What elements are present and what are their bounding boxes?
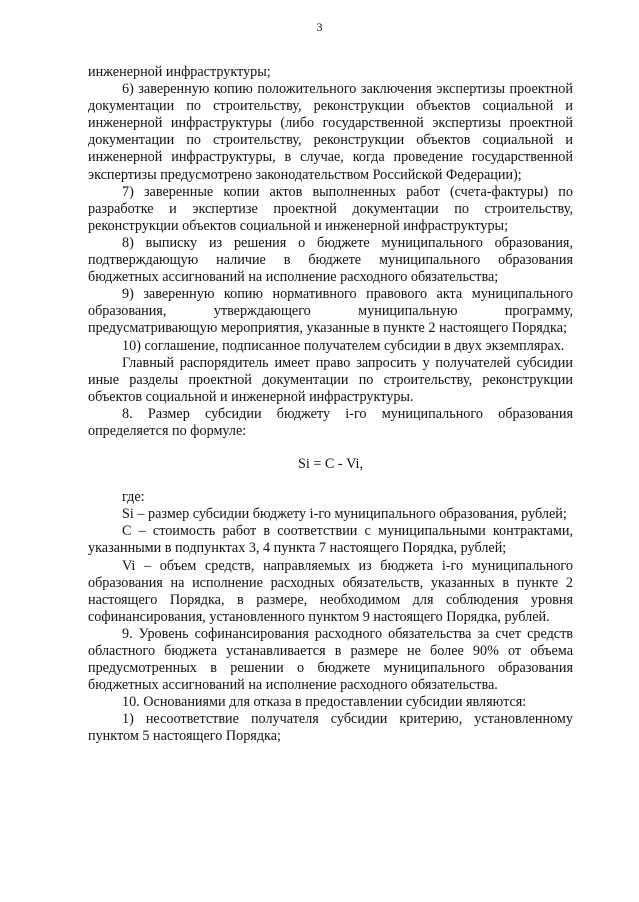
page-number: 3 xyxy=(316,20,323,34)
paragraph: 1) несоответствие получателя субсидии критерию, установленному пунктом 5 настоящего Порядка; xyxy=(88,711,573,745)
paragraph: 9. Уровень софинансирования расходного обязательства за счет средств областного бюджета устанавливается в размере не более 90% от объема предусмотренных в решении о бюджете муниципального образования бюджетных ассигнований на исполнение расходного обязательства. xyxy=(88,625,573,694)
paragraph: Si – размер субсидии бюджету i-го муниципального образования, рублей; xyxy=(122,506,567,523)
paragraph: где: xyxy=(122,489,145,506)
paragraph: 8. Размер субсидии бюджету i-го муниципального образования определяется по формуле: xyxy=(88,405,573,439)
paragraph: 8) выписку из решения о бюджете муниципального образования, подтверждающую наличие в бюджете муниципального образования бюджетных ассигнований на исполнение расходного обязательства; xyxy=(88,234,573,286)
paragraph: С – стоимость работ в соответствии с муниципальными контрактами, указанными в подпунктах 3, 4 пункта 7 настоящего Порядка, рублей; xyxy=(88,523,573,557)
paragraph: Главный распорядитель имеет право запросить у получателей субсидии иные разделы проектной документации по строительству, реконструкции объектов социальной и инженерной инфраструктуры. xyxy=(88,354,573,405)
document-body xyxy=(88,64,573,746)
paragraph: 10) соглашение, подписанное получателем субсидии в двух экземплярах. xyxy=(122,337,565,354)
paragraph: инженерной инфраструктуры; xyxy=(88,64,271,80)
paragraph: 7) заверенные копии актов выполненных работ (счета-фактуры) по разработке и экспертизе проектной документации по строительству, реконструкции объектов социальной и инженерной инфраструктуры; xyxy=(88,183,573,234)
formula: Si = С - Vi, xyxy=(297,456,364,473)
paragraph: 9) заверенную копию нормативного правового акта муниципального образования, утверждающего муниципальную программу, предусматривающую мероприятия, указанные в пункте 2 настоящего Порядка; xyxy=(88,286,573,337)
paragraph: 6) заверенную копию положительного заключения экспертизы проектной документации по строительству, реконструкции объектов социальной и инженерной инфраструктуры (либо государственной экспертизы проектной документации по строительству, реконструкции объектов социальной и инженерной инфраструктуры, в случае, когда проведение государственной экспертизы предусмотрено законодательством Российской Федерации); xyxy=(88,81,573,183)
paragraph: Vi – объем средств, направляемых из бюджета i-го муниципального образования на исполнение расходных обязательств, указанных в пункте 2 настоящего Порядка, в размере, необходимом для соблюдения уровня софинансирования, установленного пунктом 9 настоящего Порядка, рублей. xyxy=(88,557,573,625)
paragraph: 10. Основаниями для отказа в предоставлении субсидии являются: xyxy=(122,694,527,711)
